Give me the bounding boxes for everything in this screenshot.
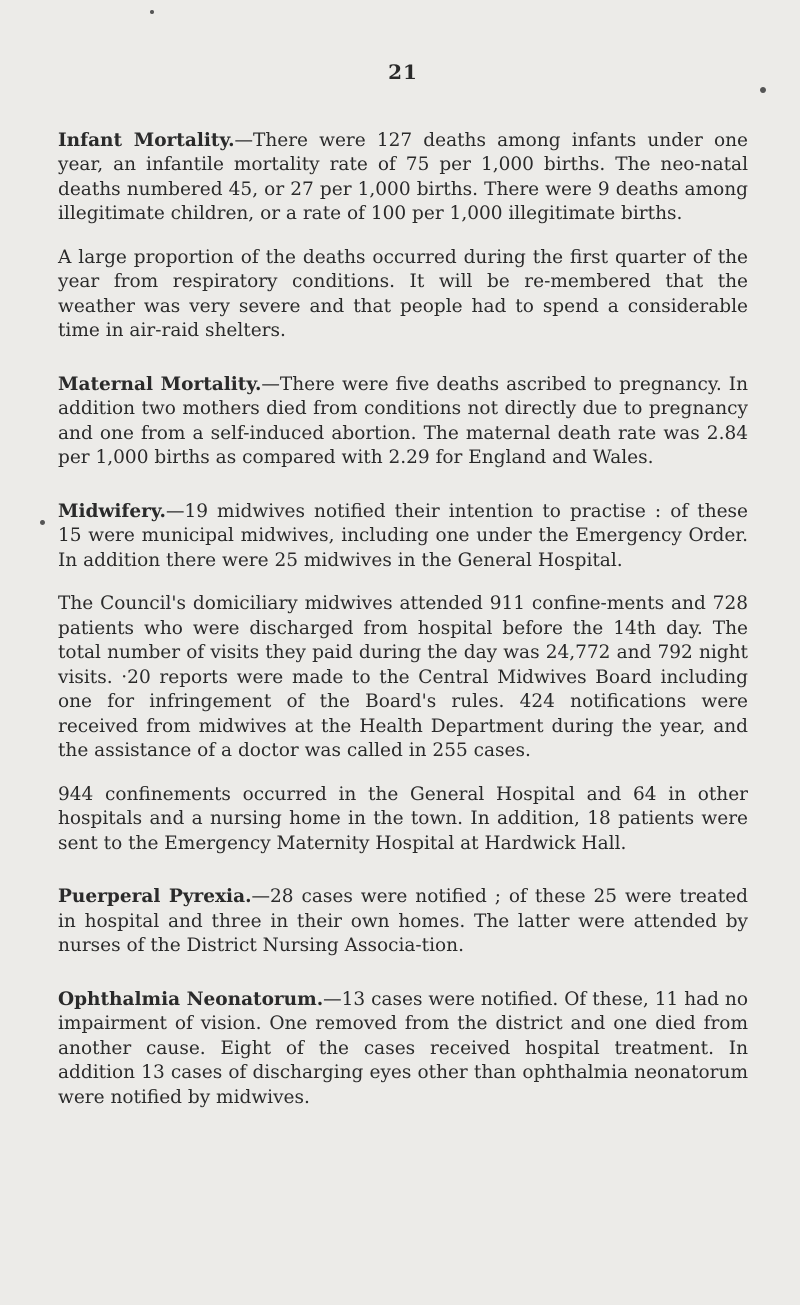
section-heading: Maternal Mortality. bbox=[58, 373, 262, 395]
section-heading: Puerperal Pyrexia. bbox=[58, 886, 252, 907]
paragraph-text: —There were five deaths ascribed to pregnancy. In addition two mothers died from conditions not directly due to pregnancy and one from a self-induced abortion. The maternal death rate was 2.84 per 1,000 births as compared with 2.29 for England and Wales. bbox=[58, 373, 748, 468]
section-heading: Midwifery. bbox=[58, 500, 166, 522]
paragraph-maternal-mortality bbox=[58, 373, 748, 471]
scan-mark-left bbox=[40, 520, 45, 525]
paragraph-text: The Council's domiciliary midwives attended 911 confine-ments and 728 patients who were discharged from hospital before the 14th day. The total number of visits they paid during the day was 24,772 and 792 night visits. ·20 reports were made to the Central Midwives Board including one for infringement of the Board's rules. 424 notifications were received from midwives at the Health Department during the year, and the assistance of a doctor was called in 255 cases. bbox=[58, 593, 748, 761]
paragraph-confinements bbox=[58, 783, 748, 857]
paragraph-domiciliary-midwives bbox=[58, 592, 748, 764]
paragraph-infant-mortality bbox=[58, 129, 748, 227]
paragraph-text: 944 confinements occurred in the General Hospital and 64 in other hospitals and a nursing home in the town. In addition, 18 patients were sent to the Emergency Maternity Hospital at Hardwick Hall. bbox=[58, 783, 748, 854]
paragraph-ophthalmia-neonatorum bbox=[58, 988, 748, 1111]
paragraph-text: —There were 127 deaths among infants under one year, an infantile mortality rate of 75 per 1,000 births. The neo-natal deaths numbered 45, or 27 per 1,000 births. There were 9 deaths among illegitimate children, or a rate of 100 per 1,000 illegitimate births. bbox=[58, 129, 748, 224]
paragraph-text: —19 midwives notified their intention to practise : of these 15 were municipal midwives, including one under the Emergency Order. In addition there were 25 midwives in the General Hospital. bbox=[58, 500, 748, 571]
section-heading: Ophthalmia Neonatorum. bbox=[58, 988, 324, 1010]
scan-mark-top bbox=[150, 10, 154, 14]
page-number: 21 bbox=[388, 60, 418, 84]
section-heading: Infant Mortality. bbox=[58, 129, 235, 151]
paragraph-text: A large proportion of the deaths occurred during the first quarter of the year from respiratory conditions. It will be re-membered that the weather was very severe and that people had to spend a considerable time in air-raid shelters. bbox=[58, 246, 748, 341]
document-page bbox=[58, 60, 748, 1129]
paragraph-text: —28 cases were notified ; of these 25 were treated in hospital and three in their own homes. The latter were attended by nurses of the District Nursing Associa-tion. bbox=[58, 886, 748, 956]
paragraph-respiratory-conditions bbox=[58, 246, 748, 344]
paragraph-midwifery bbox=[58, 500, 748, 574]
paragraph-text: —13 cases were notified. Of these, 11 had no impairment of vision. One removed from the district and one died from another cause. Eight of the cases received hospital treatment. In addition 13 cases of discharging eyes other than ophthalmia neonatorum were notified by midwives. bbox=[58, 988, 748, 1108]
paragraph-puerperal-pyrexia bbox=[58, 885, 748, 959]
scan-mark-right bbox=[760, 87, 766, 93]
